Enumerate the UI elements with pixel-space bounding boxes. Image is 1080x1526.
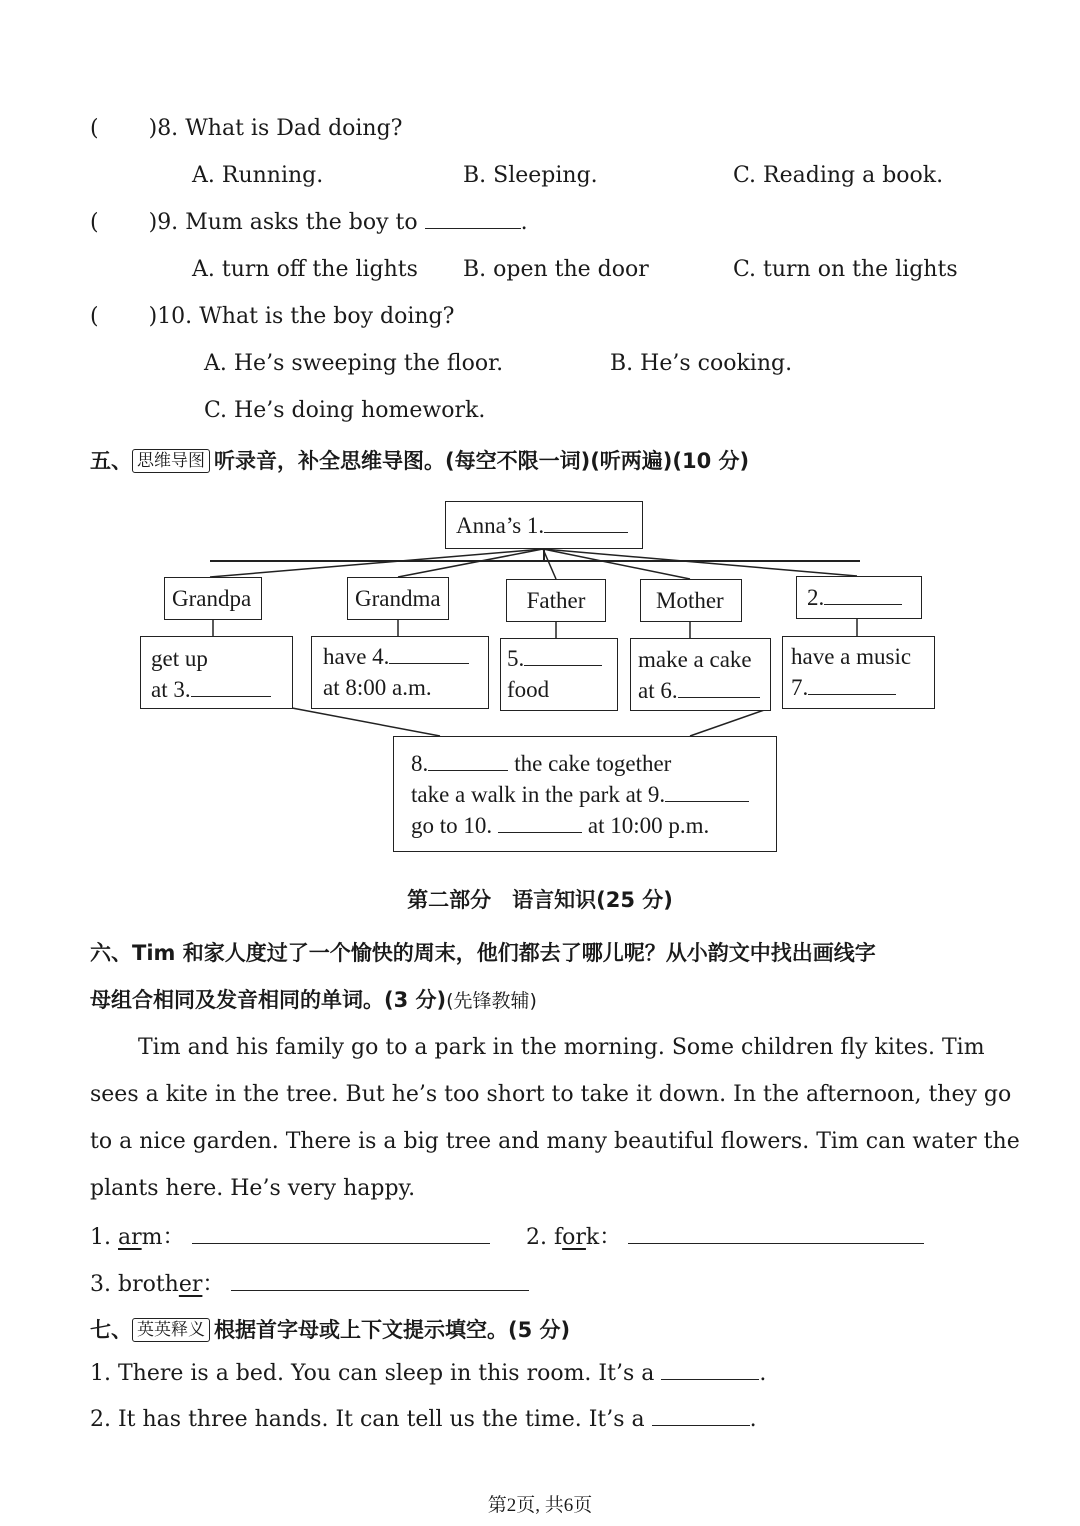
section-6-item-2: 2. fork： xyxy=(526,1220,924,1251)
question-10: ( )10. What is the boy doing? xyxy=(90,304,455,329)
passage-line-2: sees a kite in the tree. But he’s too short to take it down. In the afternoon, they go xyxy=(90,1082,1012,1107)
question-number: 9. xyxy=(157,210,179,235)
section-6-heading: 六、Tim 和家人度过了一个愉快的周末，他们都去了哪儿呢？从小韵文中找出画线字 xyxy=(90,941,876,965)
section-7-heading: 七、 英英释义 根据首字母或上下文提示填空。(5 分) xyxy=(90,1318,571,1342)
question-text: What is the boy doing? xyxy=(199,304,455,329)
answer-blank-6[interactable] xyxy=(678,696,760,698)
answer-blank-8[interactable] xyxy=(428,769,508,771)
section-5-heading: 五、 思维导图 听录音，补全思维导图。(每空不限一词)(听两遍)(10 分) xyxy=(90,449,750,473)
section-7-item-2: 2. It has three hands. It can tell us the time. It’s a . xyxy=(90,1407,757,1432)
passage-line-1: Tim and his family go to a park in the morning. Some children fly kites. Tim xyxy=(138,1035,985,1060)
activity-father: 5. food xyxy=(500,638,618,711)
option-9c: C. turn on the lights xyxy=(733,257,958,282)
option-9a: A. turn off the lights xyxy=(192,257,418,282)
member-father: Father xyxy=(506,579,606,622)
answer-blank-9[interactable] xyxy=(665,800,749,802)
answer-blank-3[interactable] xyxy=(191,695,271,697)
underlined-letters: ar xyxy=(118,1225,142,1250)
option-10c: C. He’s doing homework. xyxy=(204,398,486,423)
part-2-title: 第二部分 语言知识(25 分) xyxy=(407,888,673,912)
connector-line xyxy=(543,549,857,576)
connector-line xyxy=(690,708,770,736)
answer-blank[interactable] xyxy=(661,1378,759,1380)
activity-grandma: have 4. at 8:00 a.m. xyxy=(311,636,489,709)
connector-line xyxy=(292,708,440,736)
connector-line xyxy=(543,549,556,579)
answer-line[interactable] xyxy=(192,1242,490,1244)
underlined-letters: or xyxy=(562,1225,586,1250)
answer-line[interactable] xyxy=(628,1242,924,1244)
answer-paren-open[interactable]: ( xyxy=(90,116,99,141)
answer-blank-10[interactable] xyxy=(498,831,582,833)
option-9b: B. open the door xyxy=(463,257,649,282)
option-10a: A. He’s sweeping the floor. xyxy=(204,351,504,376)
section-6-heading-cont: 母组合相同及发音相同的单词。(3 分)(先锋教辅) xyxy=(90,988,537,1012)
answer-blank-7[interactable] xyxy=(808,693,896,695)
passage-line-3: to a nice garden. There is a big tree and many beautiful flowers. Tim can water the xyxy=(90,1129,1020,1154)
answer-blank-4[interactable] xyxy=(389,662,469,664)
activity-unknown: have a music 7. xyxy=(782,636,935,709)
answer-paren-open[interactable]: ( xyxy=(90,304,99,329)
question-number: 8. xyxy=(157,116,179,141)
answer-blank[interactable] xyxy=(652,1424,750,1426)
question-text: What is Dad doing? xyxy=(185,116,403,141)
section-instruction: 根据首字母或上下文提示填空。(5 分) xyxy=(214,1318,571,1342)
option-8c: C. Reading a book. xyxy=(733,163,944,188)
section-tag: 英英释义 xyxy=(132,1318,210,1342)
answer-blank-1[interactable] xyxy=(544,531,628,533)
member-grandma: Grandma xyxy=(347,577,449,620)
connector-line xyxy=(210,549,543,577)
activity-grandpa: get up at 3. xyxy=(140,636,293,709)
section-7-item-1: 1. There is a bed. You can sleep in this room. It’s a . xyxy=(90,1361,767,1386)
question-8: ( )8. What is Dad doing? xyxy=(90,116,403,141)
answer-line[interactable] xyxy=(231,1289,529,1291)
member-grandpa: Grandpa xyxy=(164,577,262,620)
question-text: Mum asks the boy to xyxy=(185,210,418,235)
connector-line xyxy=(398,549,543,577)
question-9: ( )9. Mum asks the boy to . xyxy=(90,210,528,235)
option-8b: B. Sleeping. xyxy=(463,163,598,188)
section-instruction: 听录音，补全思维导图。(每空不限一词)(听两遍)(10 分) xyxy=(214,449,750,473)
option-10b: B. He’s cooking. xyxy=(610,351,793,376)
answer-blank-2[interactable] xyxy=(824,603,902,605)
answer-paren-open[interactable]: ( xyxy=(90,210,99,235)
page-number: 第2页, 共6页 xyxy=(487,1495,593,1516)
section-tag: 思维导图 xyxy=(132,449,210,473)
activity-together: 8. the cake together take a walk in the park at 9. go to 10. at 10:00 p.m. xyxy=(393,736,777,852)
section-6-item-3: 3. brother： xyxy=(90,1267,529,1298)
section-6-item-1: 1. arm： xyxy=(90,1220,490,1251)
connector-line xyxy=(543,549,690,579)
option-8a: A. Running. xyxy=(192,163,324,188)
passage-line-4: plants here. He’s very happy. xyxy=(90,1176,416,1201)
question-number: 10. xyxy=(157,304,193,329)
answer-blank-5[interactable] xyxy=(524,664,602,666)
activity-mother: make a cake at 6. xyxy=(630,638,771,711)
source-label: (先锋教辅) xyxy=(446,990,537,1012)
member-mother: Mother xyxy=(640,579,742,622)
underlined-letters: er xyxy=(178,1272,203,1297)
member-blank-2: 2. xyxy=(796,576,922,619)
mindmap-root: Anna’s 1. xyxy=(445,501,643,549)
